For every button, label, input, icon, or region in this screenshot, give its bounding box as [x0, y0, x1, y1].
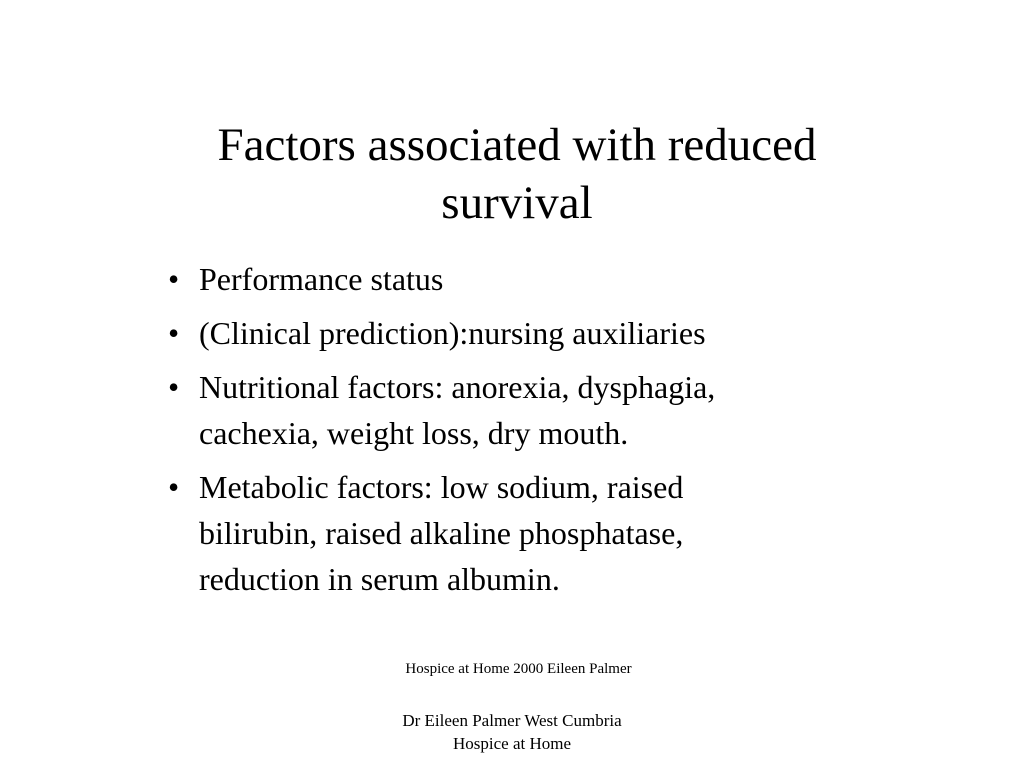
bullet-item-nutritional-factors [168, 364, 848, 456]
bullet-text-line: reduction in serum albumin. [199, 561, 560, 597]
bullet-item-metabolic-factors [168, 464, 848, 602]
footer-center-text: Hospice at Home 2000 Eileen Palmer [405, 661, 632, 677]
slide-title-line-1: Factors associated with reduced [217, 119, 817, 171]
bullet-list [168, 256, 848, 610]
bullet-text-line: Nutritional factors: anorexia, dysphagia, [199, 369, 716, 405]
bullet-text [199, 364, 848, 456]
bullet-text-line: bilirubin, raised alkaline phosphatase, [199, 515, 684, 551]
bullet-item-performance-status [168, 256, 848, 302]
bullet-text-line: cachexia, weight loss, dry mouth. [199, 415, 629, 451]
bullet-text-line: (Clinical prediction):nursing auxiliaries [199, 315, 706, 351]
bullet-text [199, 464, 848, 602]
bullet-text [199, 310, 848, 356]
bullet-icon: • [168, 469, 180, 505]
footer-bottom-text [0, 709, 1024, 755]
bullet-text-line: Performance status [199, 261, 444, 297]
bullet-icon: • [168, 369, 180, 405]
footer-bottom-line-1: Dr Eileen Palmer West Cumbria [402, 711, 622, 730]
bullet-icon: • [168, 315, 180, 351]
slide-title-line-2: survival [441, 177, 593, 229]
bullet-text-line: Metabolic factors: low sodium, raised [199, 469, 684, 505]
bullet-icon: • [168, 261, 180, 297]
bullet-item-clinical-prediction [168, 310, 848, 356]
bullet-text [199, 256, 848, 302]
footer-bottom-line-2: Hospice at Home [452, 734, 572, 753]
slide-title [112, 116, 922, 232]
